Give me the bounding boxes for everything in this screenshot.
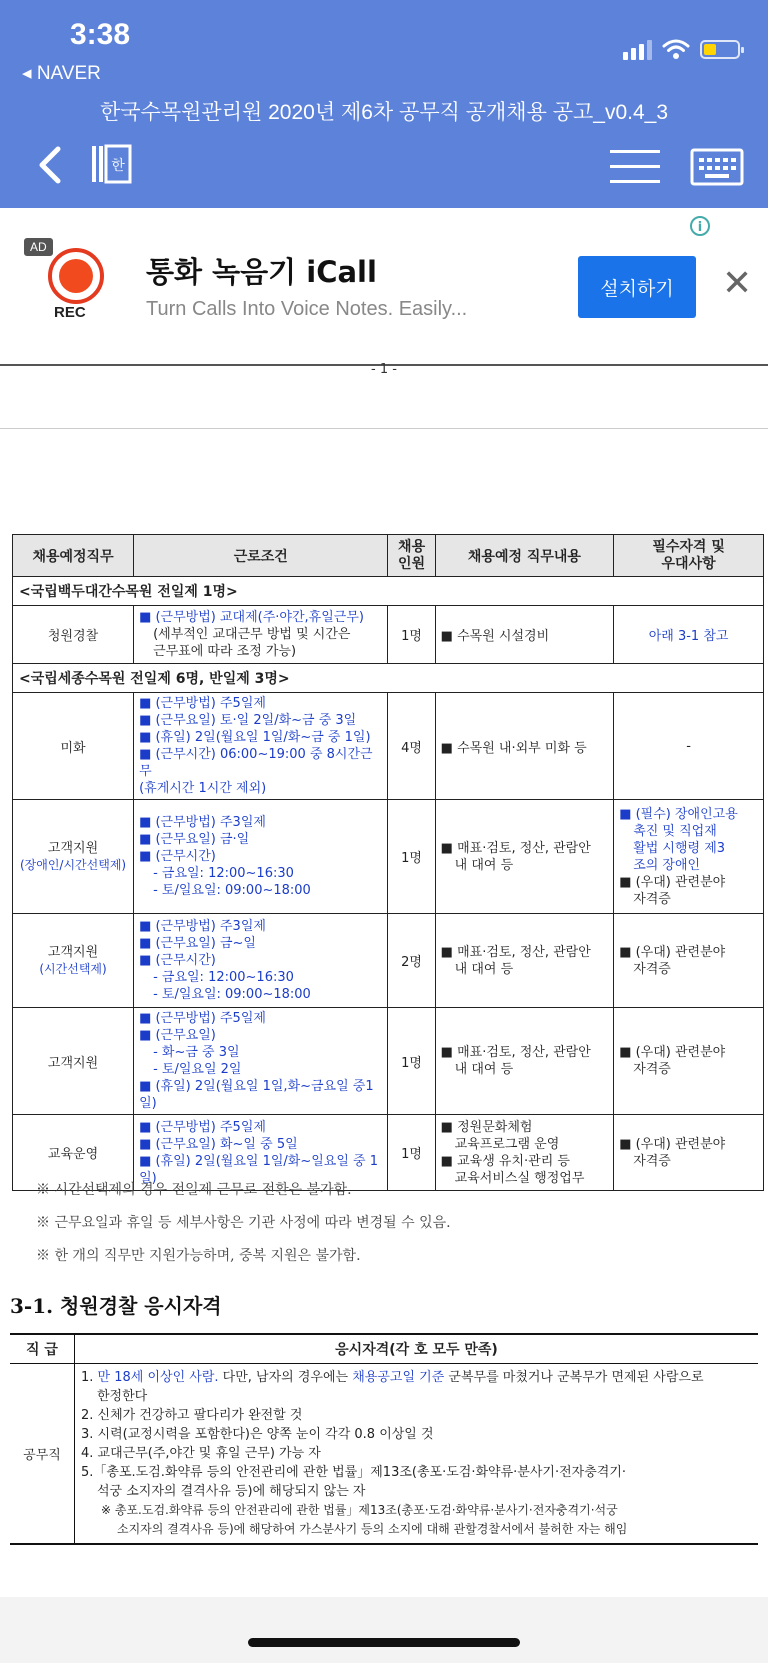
header-grade: 직 급 xyxy=(10,1334,75,1364)
conditions-cell xyxy=(134,606,388,664)
req-text: 군복무를 마쳤거나 군복무가 면제된 사람으로 xyxy=(444,1370,704,1385)
header-requirements: 응시자격(각 호 모두 만족) xyxy=(75,1334,759,1364)
qual-line: ■ (우대) 관련분야 xyxy=(619,1045,726,1060)
duty-line: ■ 매표·검토, 정산, 관람안 xyxy=(440,944,591,960)
qual-line: ■ (우대) 관련분야 xyxy=(619,1136,726,1152)
keyboard-icon[interactable] xyxy=(690,148,744,186)
header-qual xyxy=(614,535,764,577)
svg-text:한: 한 xyxy=(111,158,125,174)
back-to-app-link[interactable]: ◂ NAVER xyxy=(22,63,101,84)
qual-line: ■ (우대) 관련분야 xyxy=(619,944,726,960)
condition-line: ■ (근무방법) 주5일제 xyxy=(139,1119,266,1135)
condition-line: - 금요일: 12:00~16:30 xyxy=(153,970,294,985)
duties-cell xyxy=(435,1008,614,1115)
header-count-2: 인원 xyxy=(398,555,426,572)
install-button[interactable]: 설치하기 xyxy=(578,256,696,318)
ad-title[interactable]: 통화 녹음기 iCall xyxy=(146,255,377,289)
condition-line: - 화~금 중 3일 xyxy=(153,1045,240,1060)
document-title: 한국수목원관리원 2020년 제6차 공무직 공개채용 공고_v0.4_3 xyxy=(99,101,669,124)
ad-subtitle: Turn Calls Into Voice Notes. Easily... xyxy=(146,298,468,320)
job-title: 고객지원 xyxy=(47,944,99,960)
condition-line: (휴게시간 1시간 제외) xyxy=(139,781,267,796)
header-qual-2: 우대사항 xyxy=(661,555,716,572)
job-cell: 교육운영 xyxy=(13,1115,134,1191)
count-cell: 1명 xyxy=(388,1008,435,1115)
condition-line: ■ (휴일) 2일(월요일 1일/화~일요일 중 1일) xyxy=(139,1153,379,1186)
condition-line: ■ (근무방법) 교대제(주·야간,휴일근무) xyxy=(139,610,364,625)
table-row xyxy=(13,606,764,664)
requirement-note: 소지자의 결격사유 등)에 해당하여 가스분사기 등의 소지에 대해 관할경찰서에서 불허한 자는 해임 xyxy=(117,1522,628,1536)
conditions-cell xyxy=(134,800,388,914)
header-count-1: 채용 xyxy=(398,538,426,555)
duty-line: 교육서비스실 행정업무 xyxy=(454,1170,585,1186)
book-icon[interactable] xyxy=(90,142,136,186)
qual-line: ■ (우대) 관련분야 xyxy=(619,874,726,890)
qual-cell xyxy=(614,914,764,1008)
duties-cell xyxy=(435,1115,614,1191)
qual-cell: 아래 3-1 참고 xyxy=(614,606,764,664)
condition-line: ■ (근무방법) 주3일제 xyxy=(139,815,266,830)
qual-cell xyxy=(614,1115,764,1191)
qual-line: 조의 장애인 xyxy=(633,857,701,873)
condition-line: - 금요일: 12:00~16:30 xyxy=(153,866,294,881)
qual-line: ■ (필수) 장애인고용 xyxy=(619,806,738,822)
duties-cell: ■ 수목원 시설경비 xyxy=(435,606,614,664)
qual-line: 자격증 xyxy=(633,891,671,907)
note-line: ※ 시간선택제의 경우 전일제 근무로 전환은 불가함. xyxy=(36,1182,352,1198)
job-cell: 미화 xyxy=(13,693,134,800)
back-chevron-icon[interactable] xyxy=(38,145,62,185)
ad-badge: AD xyxy=(24,238,53,256)
section-title: 3-1. 청원경찰 응시자격 xyxy=(10,1294,222,1318)
condition-line: ■ (근무시간) 06:00~19:00 중 8시간근무 xyxy=(139,747,373,779)
qualification-table xyxy=(10,1333,758,1545)
condition-line: 근무표에 따라 조정 가능) xyxy=(153,644,297,659)
job-title: 고객지원 xyxy=(47,840,99,856)
table-row xyxy=(13,800,764,914)
requirement-line: 한정한다 xyxy=(97,1389,148,1404)
duties-cell: ■ 수목원 내·외부 미화 등 xyxy=(435,693,614,800)
battery-icon xyxy=(700,40,740,59)
rec-logo-icon xyxy=(44,248,108,304)
requirements-cell xyxy=(75,1364,759,1545)
qual-cell xyxy=(614,800,764,914)
duty-line: ■ 매표·검토, 정산, 관람안 xyxy=(440,1045,591,1060)
condition-line: - 토/일요일: 09:00~18:00 xyxy=(153,883,311,898)
home-indicator[interactable] xyxy=(248,1638,520,1647)
notes xyxy=(36,1174,451,1273)
page-divider xyxy=(0,428,768,429)
recruitment-table xyxy=(12,534,764,1191)
condition-line: ■ (근무방법) 주5일제 xyxy=(139,696,266,711)
header-job: 채용예정직무 xyxy=(13,535,134,577)
conditions-cell xyxy=(134,1008,388,1115)
qual-line: 자격증 xyxy=(633,1153,671,1169)
duty-line: 교육프로그램 운영 xyxy=(454,1136,560,1152)
req-prefix: 1. xyxy=(81,1370,98,1385)
condition-line: ■ (근무요일) xyxy=(139,1028,216,1043)
job-subtitle: (장애인/시간선택제) xyxy=(19,857,127,872)
header-count xyxy=(388,535,435,577)
count-cell: 4명 xyxy=(388,693,435,800)
wifi-icon xyxy=(662,38,690,60)
requirement-line: 석궁 소지자의 결격사유 등)에 해당되지 않는 자 xyxy=(97,1484,366,1499)
duty-line: ■ 정원문화체험 xyxy=(440,1119,533,1135)
condition-line: ■ (근무요일) 화~일 중 5일 xyxy=(139,1136,298,1152)
condition-line: ■ (근무요일) 금~일 xyxy=(139,936,256,951)
info-icon[interactable]: i xyxy=(690,216,710,236)
job-cell: 고객지원 xyxy=(13,1008,134,1115)
qual-line: 자격증 xyxy=(633,961,671,977)
requirement-line: 3. 시력(교정시력을 포함한다)은 양쪽 눈이 각각 0.8 이상일 것 xyxy=(81,1427,434,1442)
header-qual-1: 필수자격 및 xyxy=(652,538,725,555)
job-cell xyxy=(13,800,134,914)
qual-line: 촉진 및 직업재 xyxy=(633,823,717,839)
header-duties: 채용예정 직무내용 xyxy=(435,535,614,577)
grade-cell: 공무직 xyxy=(10,1364,75,1545)
conditions-cell xyxy=(134,693,388,800)
qual-cell: - xyxy=(614,693,764,800)
condition-line: ■ (근무요일) 토·일 2일/화~금 중 3일 xyxy=(139,713,357,728)
note-line: ※ 근무요일과 휴일 등 세부사항은 기관 사정에 따라 변경될 수 있음. xyxy=(36,1215,451,1231)
condition-line: ■ (근무요일) 금·일 xyxy=(139,832,250,847)
conditions-cell xyxy=(134,914,388,1008)
note-line: ※ 한 개의 직무만 지원가능하며, 중복 지원은 불가함. xyxy=(36,1248,361,1264)
requirement-note: ※ 총포.도검.화약류 등의 안전관리에 관한 법률」제13조(총포·도검·화약류·분사기·전자충격기·석궁 xyxy=(101,1503,618,1517)
count-cell: 1명 xyxy=(388,1115,435,1191)
condition-line: ■ (휴일) 2일(월요일 1일,화~금요일 중1일) xyxy=(139,1079,374,1111)
close-icon[interactable]: ✕ xyxy=(722,263,753,304)
condition-line: (세부적인 교대근무 방법 및 시간은 xyxy=(153,627,351,642)
req-date: 채용공고일 기준 xyxy=(352,1370,445,1385)
duties-cell xyxy=(435,800,614,914)
table-row xyxy=(13,1008,764,1115)
signal-icon xyxy=(623,38,652,60)
condition-line: ■ (휴일) 2일(월요일 1일/화~금 중 1일) xyxy=(139,730,371,745)
duty-line: 내 대여 등 xyxy=(454,961,514,977)
job-subtitle: (시간선택제) xyxy=(39,961,107,976)
status-time: 3:38 xyxy=(70,18,131,51)
qual-cell xyxy=(614,1008,764,1115)
status-icons xyxy=(623,38,740,60)
duty-line: ■ 매표·검토, 정산, 관람안 xyxy=(440,840,591,856)
page-number: - 1 - xyxy=(371,362,397,377)
duty-line: 내 대여 등 xyxy=(454,1062,514,1077)
menu-icon[interactable] xyxy=(610,148,660,184)
duty-line: ■ 교육생 유치·관리 등 xyxy=(440,1153,570,1169)
requirement-line: 2. 신체가 건강하고 팔다리가 완전할 것 xyxy=(81,1408,303,1423)
requirement-line: 5.「총포.도검.화약류 등의 안전관리에 관한 법률」제13조(총포·도검·화약류·분사기·전자충격기· xyxy=(81,1465,627,1480)
section-sejong: <국립세종수목원 전일제 6명, 반일제 3명> xyxy=(13,664,764,693)
requirement-line xyxy=(81,1368,752,1387)
section-baekdu: <국립백두대간수목원 전일제 1명> xyxy=(13,577,764,606)
table-row xyxy=(13,914,764,1008)
condition-line: ■ (근무시간) xyxy=(139,849,216,864)
condition-line: ■ (근무방법) 주3일제 xyxy=(139,919,266,934)
job-cell: 청원경찰 xyxy=(13,606,134,664)
count-cell: 1명 xyxy=(388,606,435,664)
duty-line: 내 대여 등 xyxy=(454,857,514,873)
bottom-bar xyxy=(0,1597,768,1663)
condition-line: ■ (근무방법) 주5일제 xyxy=(139,1011,266,1026)
qual-line: 자격증 xyxy=(633,1062,671,1077)
app-header xyxy=(0,0,768,208)
requirement-line: 4. 교대근무(주,야간 및 휴일 근무) 가능 자 xyxy=(81,1446,321,1461)
condition-line: ■ (근무시간) xyxy=(139,953,216,968)
ad-logo-text: REC xyxy=(54,304,86,321)
count-cell: 1명 xyxy=(388,800,435,914)
req-text: 다만, 남자의 경우에는 xyxy=(218,1370,353,1385)
job-cell xyxy=(13,914,134,1008)
count-cell: 2명 xyxy=(388,914,435,1008)
condition-line: - 토/일요일: 09:00~18:00 xyxy=(153,987,311,1002)
condition-line: - 토/일요일 2일 xyxy=(153,1062,242,1077)
table-row xyxy=(13,693,764,800)
header-conditions: 근로조건 xyxy=(134,535,388,577)
ad-banner[interactable] xyxy=(0,208,768,364)
req-age: 만 18세 이상인 사람. xyxy=(97,1370,219,1385)
duties-cell xyxy=(435,914,614,1008)
qual-line: 활법 시행령 제3 xyxy=(633,840,726,856)
